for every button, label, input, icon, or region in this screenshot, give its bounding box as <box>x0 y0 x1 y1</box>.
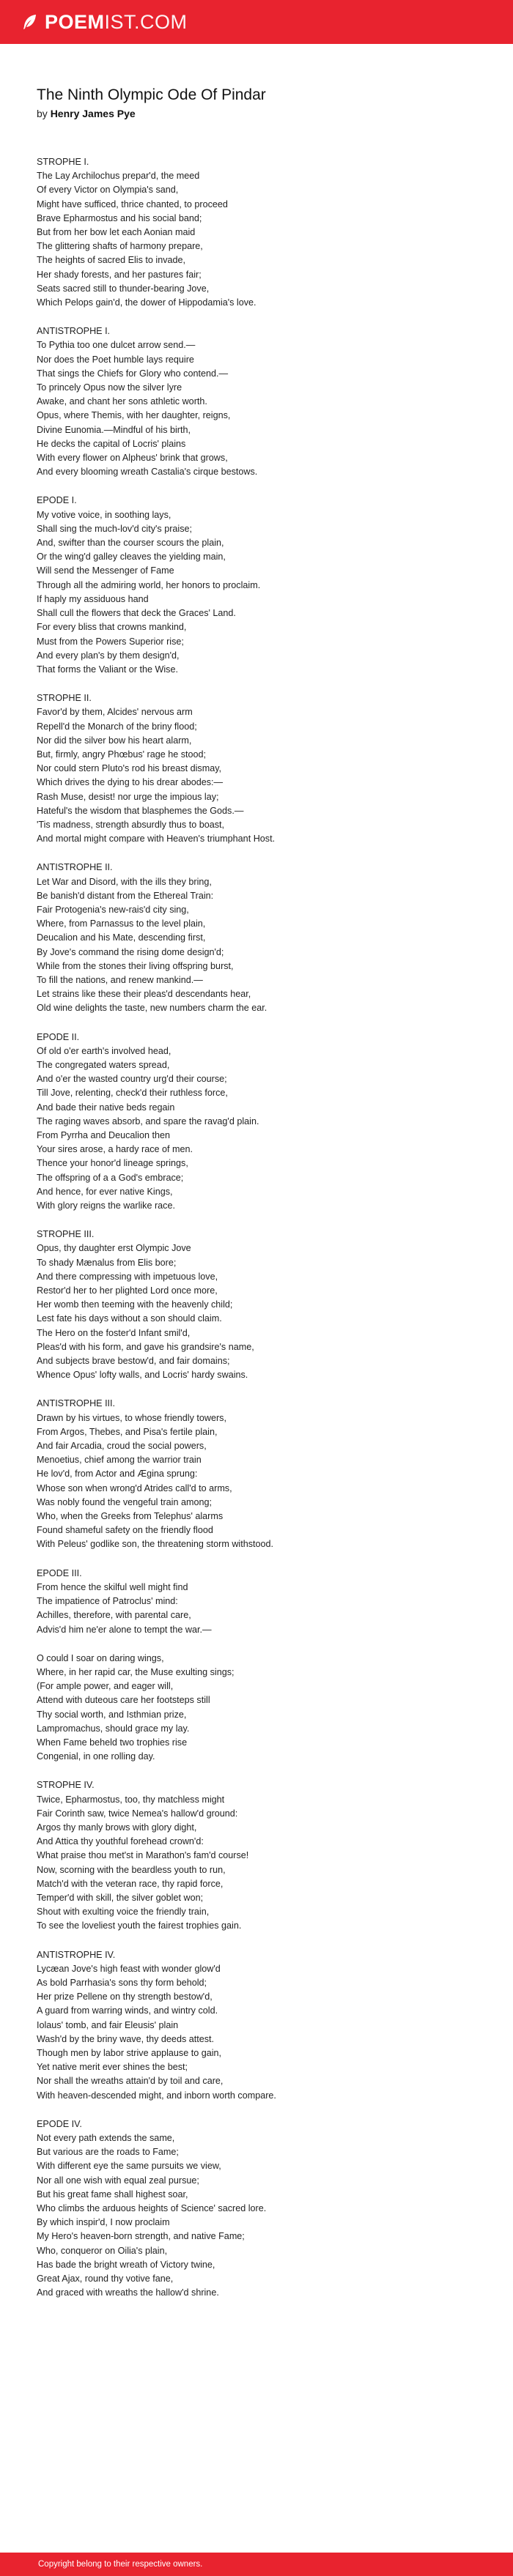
poem-line: Brave Epharmostus and his social band; <box>37 212 202 223</box>
stanza-heading: EPODE III. <box>37 1567 82 1578</box>
poem-line: He decks the capital of Locris' plains <box>37 438 186 449</box>
poem-line: Let strains like these their pleas'd descendants hear, <box>37 989 251 1000</box>
stanza-heading: STROPHE III. <box>37 1229 95 1240</box>
poem-line: Nor all one wish with equal zeal pursue; <box>37 2175 199 2186</box>
poem-line: Drawn by his virtues, to whose friendly towers, <box>37 1412 226 1423</box>
poem-line: Found shameful safety on the friendly flood <box>37 1525 213 1536</box>
poem-line: 'Tis madness, strength absurdly thus to boast, <box>37 819 225 830</box>
poem-line: Be banish'd distant from the Ethereal Train: <box>37 890 214 901</box>
poem-line: Her prize Pellene on thy strength bestow'd, <box>37 1992 213 2002</box>
poem-line: Whence Opus' lofty walls, and Locris' hardy swains. <box>37 1370 248 1381</box>
poem-line: Opus, thy daughter erst Olympic Jove <box>37 1243 191 1254</box>
poem-line: Let War and Disord, with the ills they bring, <box>37 876 212 887</box>
poem-line: Yet native merit ever shines the best; <box>37 2062 188 2073</box>
poem-line: And hence, for ever native Kings, <box>37 1186 173 1197</box>
poem-line: Of every Victor on Olympia's sand, <box>37 185 179 196</box>
logo-wordmark <box>45 11 188 34</box>
poem-line: As bold Parrhasia's sons thy form behold; <box>37 1977 207 1988</box>
poem-line: A guard from warring winds, and wintry cold. <box>37 2005 218 2016</box>
poem-line: Shall sing the much-lov'd city's praise; <box>37 523 192 534</box>
poem-line: My votive voice, in soothing lays, <box>37 509 171 520</box>
poem-line: Thy social worth, and Isthmian prize, <box>37 1709 187 1720</box>
poem-line: And fair Arcadia, croud the social powers, <box>37 1441 207 1452</box>
poem-line: To fill the nations, and renew mankind.— <box>37 974 203 985</box>
stanza-heading: EPODE IV. <box>37 2118 82 2129</box>
by-label: by <box>37 108 48 119</box>
poem-line: From Pyrrha and Deucalion then <box>37 1130 171 1140</box>
stanza <box>37 1031 491 1214</box>
stanza <box>37 861 491 1015</box>
poem-line: Your sires arose, a hardy race of men. <box>37 1144 193 1155</box>
site-header <box>0 0 513 44</box>
poem-line: Lycæan Jove's high feast with wonder glow'd <box>37 1963 221 1974</box>
poem-line: Deucalion and his Mate, descending first, <box>37 932 206 943</box>
poem-line: Divine Eunomia.—Mindful of his birth, <box>37 424 191 435</box>
poem-line: Repell'd the Monarch of the briny flood; <box>37 721 197 732</box>
poem-line: The glittering shafts of harmony prepare, <box>37 241 203 252</box>
poem-container <box>37 85 491 2315</box>
poem-line: Nor did the silver bow his heart alarm, <box>37 735 192 746</box>
poem-line: If haply my assiduous hand <box>37 593 149 604</box>
poem-line: Lest fate his days without a son should claim. <box>37 1313 222 1324</box>
poem-line: For every bliss that crowns mankind, <box>37 622 187 633</box>
stanza-heading: EPODE II. <box>37 1031 80 1042</box>
poem-line: From hence the skilful well might find <box>37 1581 188 1592</box>
poem-line: (For ample power, and eager will, <box>37 1681 174 1692</box>
poem-line: Opus, where Themis, with her daughter, reigns, <box>37 410 231 421</box>
stanza-heading: STROPHE II. <box>37 693 92 704</box>
poem-line: Temper'd with skill, the silver goblet won; <box>37 1892 204 1903</box>
stanza <box>37 1228 491 1382</box>
poem-line: Through all the admiring world, her honors to proclaim. <box>37 579 261 590</box>
poem-line: With Peleus' godlike son, the threatening storm withstood. <box>37 1539 274 1550</box>
poem-line: Might have sufficed, thrice chanted, to proceed <box>37 198 228 209</box>
poem-line: Or the wing'd galley cleaves the yielding main, <box>37 552 226 563</box>
poem-line: And every blooming wreath Castalia's cirque bestows. <box>37 467 258 478</box>
poem-body <box>37 155 491 2300</box>
poem-line: With every flower on Alpheus' brink that grows, <box>37 453 228 464</box>
poem-line: That sings the Chiefs for Glory who contend.— <box>37 368 229 379</box>
poem-line: And Attica thy youthful forehead crown'd: <box>37 1836 204 1847</box>
poem-line: Favor'd by them, Alcides' nervous arm <box>37 707 193 718</box>
stanza <box>37 1397 491 1551</box>
poem-line: The congregated waters spread, <box>37 1059 170 1070</box>
stanza <box>37 1652 491 1764</box>
poem-line: And o'er the wasted country urg'd their course; <box>37 1074 227 1085</box>
poem-line: By which inspir'd, I now proclaim <box>37 2217 170 2228</box>
poem-line: And, swifter than the courser scours the plain, <box>37 538 224 549</box>
poem-line: What praise thou met'st in Marathon's fam'd course! <box>37 1850 249 1861</box>
poem-line: Shall cull the flowers that deck the Graces' Land. <box>37 608 236 619</box>
poem-line: Nor shall the wreaths attain'd by toil and care, <box>37 2076 224 2087</box>
poem-line: Congenial, in one rolling day. <box>37 1751 155 1762</box>
poem-line: To Pythia too one dulcet arrow send.— <box>37 340 196 351</box>
poem-line: Match'd with the veteran race, thy rapid force, <box>37 1878 224 1889</box>
poem-line: Pleas'd with his form, and gave his grandsire's name, <box>37 1341 254 1352</box>
poem-line: Not every path extends the same, <box>37 2133 175 2143</box>
poem-line: Which Pelops gain'd, the dower of Hippodamia's love. <box>37 297 256 308</box>
poem-line: Who, when the Greeks from Telephus' alarms <box>37 1511 224 1522</box>
stanza <box>37 1948 491 2103</box>
poem-line: But, firmly, angry Phœbus' rage he stood; <box>37 749 207 760</box>
stanza <box>37 155 491 310</box>
poem-line: And there compressing with impetuous love, <box>37 1271 218 1282</box>
stanza-heading: ANTISTROPHE I. <box>37 326 111 337</box>
poem-line: With different eye the same pursuits we view, <box>37 2161 221 2172</box>
poem-line: And bade their native beds regain <box>37 1102 175 1113</box>
poem-line: Who climbs the arduous heights of Science' sacred lore. <box>37 2203 267 2214</box>
author-link[interactable]: Henry James Pye <box>50 108 136 119</box>
poem-line: With glory reigns the warlike race. <box>37 1200 175 1211</box>
poem-line: Of old o'er earth's involved head, <box>37 1045 171 1056</box>
poem-line: Achilles, therefore, with parental care, <box>37 1610 191 1621</box>
poem-line: The offspring of a a God's embrace; <box>37 1172 184 1183</box>
poem-line: Will send the Messenger of Fame <box>37 565 174 576</box>
site-logo[interactable] <box>21 11 188 34</box>
stanza <box>37 1778 491 1933</box>
poem-line: To see the loveliest youth the fairest trophies gain. <box>37 1920 242 1931</box>
stanza-heading: ANTISTROPHE III. <box>37 1398 116 1409</box>
poem-line: Wash'd by the briny wave, thy deeds attest. <box>37 2033 215 2044</box>
poem-line: But from her bow let each Aonian maid <box>37 227 196 238</box>
poem-line: The Hero on the foster'd Infant smil'd, <box>37 1327 191 1338</box>
poem-line: Her shady forests, and her pastures fair; <box>37 269 202 280</box>
poem-line: And graced with wreaths the hallow'd shrine. <box>37 2287 219 2298</box>
poem-line: Rash Muse, desist! nor urge the impious lay; <box>37 791 219 802</box>
poem-line: The raging waves absorb, and spare the ravag'd plain. <box>37 1116 259 1126</box>
poem-line: Must from the Powers Superior rise; <box>37 636 184 647</box>
stanza <box>37 494 491 677</box>
poem-line: Thence your honor'd lineage springs, <box>37 1158 188 1169</box>
poem-line: When Fame beheld two trophies rise <box>37 1737 188 1748</box>
poem-line: While from the stones their living offspring burst, <box>37 960 234 971</box>
feather-icon <box>21 12 40 31</box>
poem-line: O could I soar on daring wings, <box>37 1652 164 1663</box>
stanza-heading: STROPHE IV. <box>37 1780 95 1791</box>
stanza <box>37 1567 491 1637</box>
poem-line: Nor could stern Pluto's rod his breast dismay, <box>37 763 222 774</box>
logo-text-light: IST.COM <box>104 10 188 33</box>
poem-line: With heaven-descended might, and inborn worth compare. <box>37 2090 276 2101</box>
poem-line: Seats sacred still to thunder-bearing Jove, <box>37 283 210 294</box>
poem-line: By Jove's command the rising dome design'd; <box>37 946 224 957</box>
poem-line: He lov'd, from Actor and Ægina sprung: <box>37 1469 198 1480</box>
byline <box>37 107 491 120</box>
stanza-heading: ANTISTROPHE IV. <box>37 1949 116 1960</box>
poem-line: Attend with duteous care her footsteps still <box>37 1695 210 1706</box>
poem-line: Whose son when wrong'd Atrides call'd to arms, <box>37 1482 232 1493</box>
poem-line: From Argos, Thebes, and Pisa's fertile plain, <box>37 1426 218 1437</box>
poem-line: The Lay Archilochus prepar'd, the meed <box>37 171 200 182</box>
stanza <box>37 2117 491 2301</box>
poem-line: Her womb then teeming with the heavenly child; <box>37 1299 233 1310</box>
poem-line: Fair Corinth saw, twice Nemea's hallow'd ground: <box>37 1808 238 1819</box>
stanza <box>37 691 491 846</box>
poem-line: Awake, and chant her sons athletic worth. <box>37 396 207 407</box>
stanza-heading: STROPHE I. <box>37 157 89 167</box>
poem-line: Lampromachus, should grace my lay. <box>37 1723 190 1734</box>
poem-line: Argos thy manly brows with glory dight, <box>37 1822 197 1833</box>
logo-text-bold: POEM <box>45 10 105 33</box>
poem-line: Restor'd her to her plighted Lord once more, <box>37 1285 218 1296</box>
poem-line: Now, scorning with the beardless youth to run, <box>37 1864 226 1875</box>
poem-line: That forms the Valiant or the Wise. <box>37 664 178 675</box>
poem-line: Twice, Epharmostus, too, thy matchless might <box>37 1794 225 1805</box>
poem-line: Nor does the Poet humble lays require <box>37 354 194 365</box>
poem-line: Hateful's the wisdom that blasphemes the Gods.— <box>37 805 244 816</box>
poem-line: And every plan's by them design'd, <box>37 650 180 661</box>
poem-line: Though men by labor strive applause to gain, <box>37 2047 222 2058</box>
poem-line: Shout with exulting voice the friendly train, <box>37 1907 210 1918</box>
poem-line: Iolaus' tomb, and fair Eleusis' plain <box>37 2019 179 2030</box>
poem-line: Old wine delights the taste, new numbers charm the ear. <box>37 1003 267 1014</box>
site-footer <box>0 2553 513 2576</box>
poem-line: To shady Mænalus from Elis bore; <box>37 1257 177 1268</box>
poem-line: Has bade the bright wreath of Victory twine, <box>37 2259 215 2270</box>
poem-line: The heights of sacred Elis to invade, <box>37 255 186 266</box>
poem-line: To princely Opus now the silver lyre <box>37 382 182 393</box>
poem-title: The Ninth Olympic Ode Of Pindar <box>37 86 266 103</box>
poem-line: Where, from Parnassus to the level plain, <box>37 918 206 929</box>
poem-line: Menoetius, chief among the warrior train <box>37 1455 202 1466</box>
poem-line: Great Ajax, round thy votive fane, <box>37 2274 174 2284</box>
poem-line: My Hero's heaven-born strength, and native Fame; <box>37 2231 245 2242</box>
copyright-text: Copyright belong to their respective owners. <box>38 2560 203 2569</box>
poem-line: But various are the roads to Fame; <box>37 2147 179 2158</box>
poem-line: Was nobly found the vengeful train among; <box>37 1496 212 1507</box>
poem-line: And mortal might compare with Heaven's triumphant Host. <box>37 834 276 845</box>
stanza-heading: EPODE I. <box>37 495 77 506</box>
poem-line: Who, conqueror on Oilia's plain, <box>37 2245 168 2256</box>
poem-line: Till Jove, relenting, check'd their ruthless force, <box>37 1088 228 1099</box>
poem-line: Advis'd him ne'er alone to tempt the war.— <box>37 1624 212 1635</box>
poem-line: Where, in her rapid car, the Muse exulting sings; <box>37 1666 235 1677</box>
poem-line: But his great fame shall highest soar, <box>37 2189 188 2200</box>
poem-line: The impatience of Patroclus' mind: <box>37 1596 178 1607</box>
poem-line: Fair Protogenia's new-rais'd city sing, <box>37 904 189 915</box>
stanza-heading: ANTISTROPHE II. <box>37 862 113 873</box>
stanza <box>37 324 491 479</box>
poem-line: Which drives the dying to his drear abodes:— <box>37 777 224 788</box>
poem-line: And subjects brave bestow'd, and fair domains; <box>37 1356 230 1367</box>
